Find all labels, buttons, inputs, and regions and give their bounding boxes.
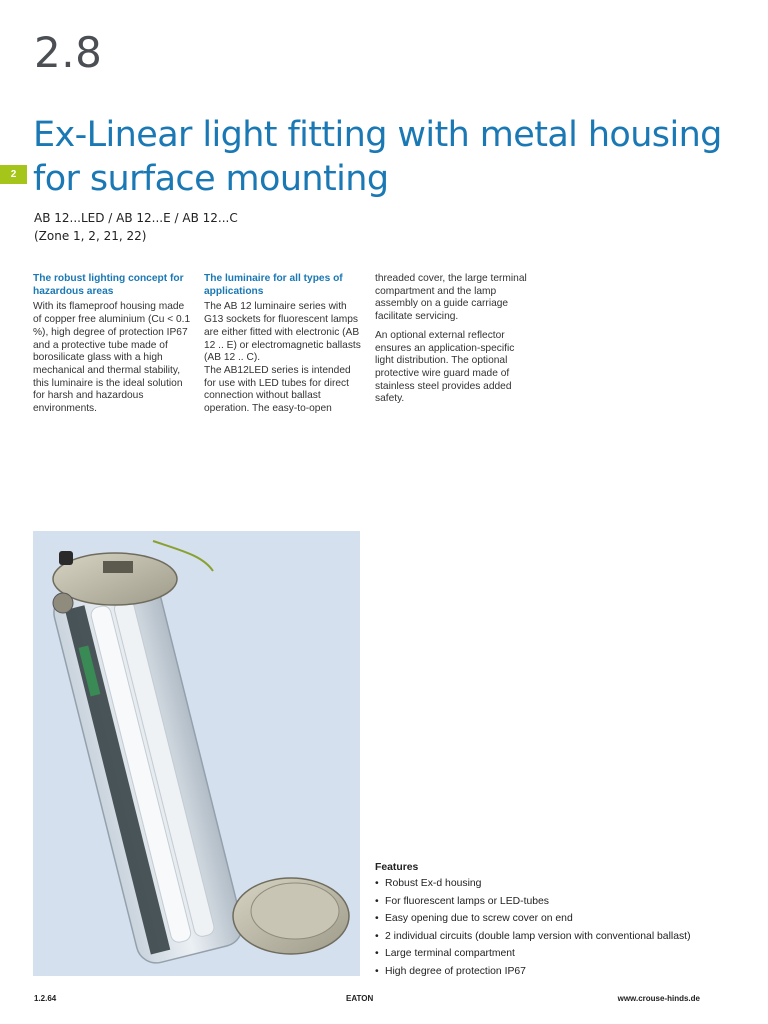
bullet-icon: •: [375, 913, 379, 924]
zone-info: (Zone 1, 2, 21, 22): [34, 229, 147, 243]
brand-name: EATON: [346, 994, 374, 1003]
feature-item: • For fluorescent lamps or LED-tubes: [375, 893, 735, 911]
text-column-1: [33, 273, 193, 422]
title-line-2: for surface mounting: [33, 159, 389, 199]
column2-heading: The luminaire for all types of applications: [204, 273, 343, 297]
features-items: [375, 875, 735, 980]
bullet-icon: •: [375, 895, 379, 907]
column3-text-1: threaded cover, the large terminal compartment and the lamp assembly on a guide carriage facilitate servicing.: [375, 273, 527, 323]
column2-text-2: The AB12LED series is intended for use with LED tubes for direct connection without ballast operation. The easy-to-open: [204, 364, 351, 415]
title-line-1: Ex-Linear light fitting with metal housing: [33, 115, 722, 155]
feature-item: • Robust Ex-d housing: [375, 875, 735, 893]
column1-text: With its flameproof housing made of copper free aluminium (Cu < 0.1 %), high degree of protection IP67 and a protective tube made of borosilicate glass with a high mechanical and thermal stability, this luminaire is the ideal solution for harsh and hazardous environments.: [33, 301, 191, 415]
features-heading: Features: [375, 862, 419, 873]
bullet-icon: •: [375, 948, 379, 959]
model-codes: AB 12...LED / AB 12...E / AB 12...C: [34, 211, 238, 225]
product-photo: [33, 531, 360, 976]
page-number: 1.2.64: [34, 994, 57, 1003]
column1-heading: The robust lighting concept for hazardous areas: [33, 273, 184, 297]
website-url: www.crouse-hinds.de: [617, 994, 700, 1003]
bullet-icon: •: [375, 930, 379, 942]
page-title: [33, 113, 733, 201]
feature-item: • Large terminal compartment: [375, 945, 735, 963]
chapter-tab: 2: [0, 165, 27, 184]
feature-item: • 2 individual circuits (double lamp version with conventional ballast): [375, 928, 735, 946]
text-column-3: [375, 273, 535, 412]
glass-tube: [50, 572, 247, 967]
bullet-icon: •: [375, 878, 379, 889]
feature-item: • Easy opening due to screw cover on end: [375, 910, 735, 928]
column2-text-1: The AB 12 luminaire series with G13 sockets for fluorescent lamps are either fitted with electronic (AB 12 .. E) or electromagnetic ballasts (AB 12 .. C).: [204, 301, 361, 364]
product-subtitle: [34, 209, 238, 245]
column3-text-2: An optional external reflector ensures an application-specific light distribution. The optional protective wire guard made of stainless steel provides added safety.: [375, 329, 515, 405]
bullet-icon: •: [375, 965, 379, 977]
bottom-end-cap: [233, 878, 349, 954]
text-column-2: [204, 273, 364, 422]
feature-item: • High degree of protection IP67: [375, 963, 735, 981]
features-list: [375, 861, 735, 980]
section-number: 2.8: [34, 28, 103, 77]
luminaire-illustration: [33, 531, 360, 976]
